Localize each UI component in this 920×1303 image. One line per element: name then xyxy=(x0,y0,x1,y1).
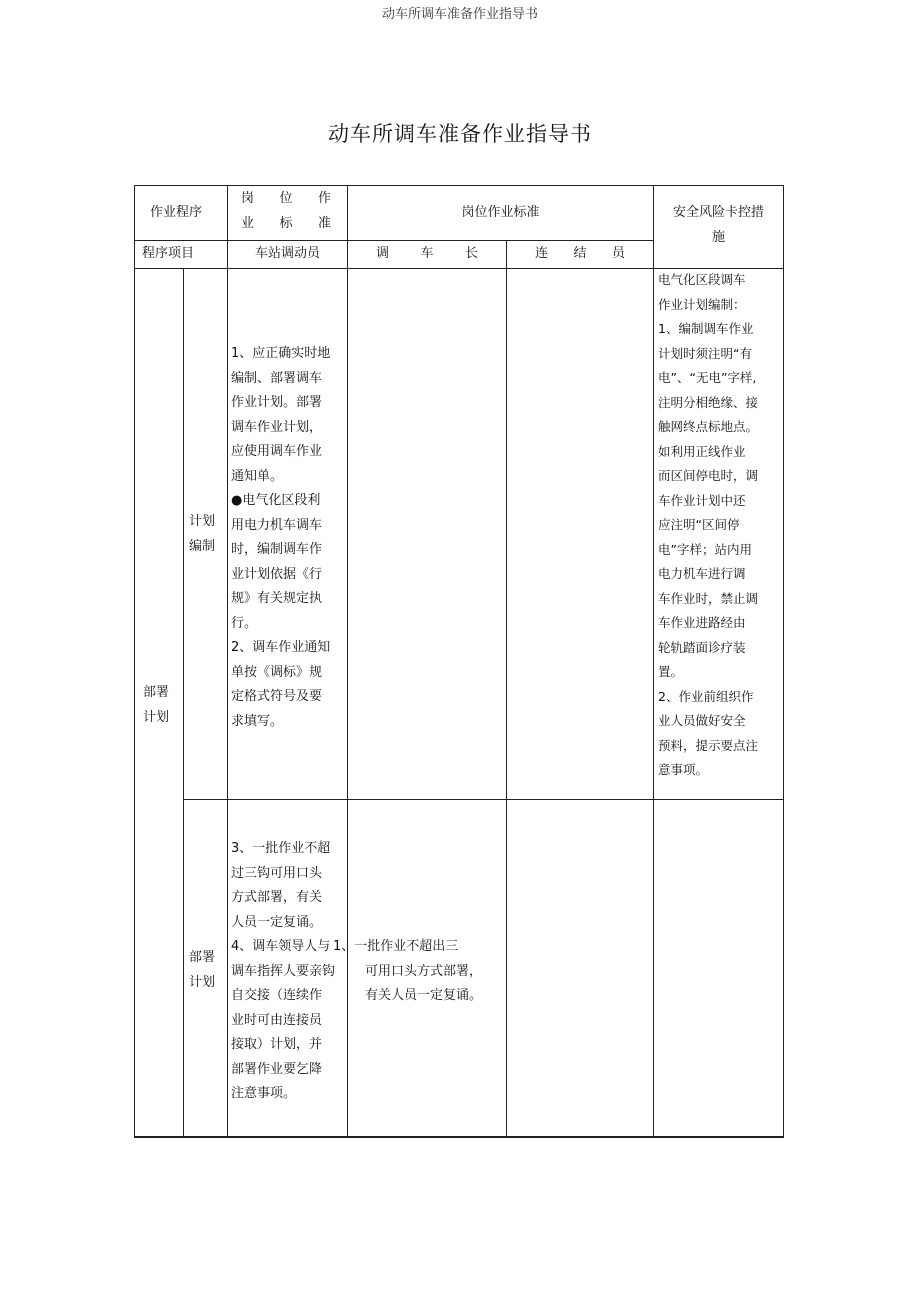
row2-station-text: 3、一批作业不超 过三钩可用口头 方式部署，有关 人员一定复诵。 4、调车领导人与 调车指挥人要亲钩 自交接（连续作 业时可由连接员 接取）计划，并 部署作业要乞降 注意事项。 xyxy=(231,841,336,1101)
header-station-dispatcher: 车站调动员 xyxy=(254,246,320,261)
header-safety-line1: 安全风险卡控措 xyxy=(672,205,764,220)
header-procedure: 作业程序 xyxy=(150,205,203,220)
document-title: 动车所调车准备作业指导书 xyxy=(328,122,592,146)
header-post-standard-line2: 业 标 准 xyxy=(241,216,331,231)
header-shunting-chief: 调 车 长 xyxy=(376,246,478,261)
group-label: 部署 计划 xyxy=(143,685,170,725)
header-post-standard-merged: 岗位作业标准 xyxy=(461,205,540,220)
header-post-standard-line1: 岗 位 作 xyxy=(241,191,331,206)
row1-item: 计划 编制 xyxy=(189,514,216,554)
running-head: 动车所调车准备作业指导书 xyxy=(381,7,538,22)
row2-item: 部署 计划 xyxy=(189,950,216,990)
header-program-item: 程序项目 xyxy=(142,246,195,261)
header-coupler: 连 结 员 xyxy=(535,246,625,261)
row1-safety-text: 电气化区段调车 作业计划编制： 1、编制调车作业 计划时须注明“有 电”、“无电”字样, 注明分相绝缘、接 触网终点标地点。 如利用正线作业 而区间停电时，调 车作业计划中还 应注明“区间停 电”字样；站内用 电力机车进行调 车作业时，禁止调 车作业进路经由 轮轨踏面诊疗装 置。 2、作业前组织作 业人员做好安全 预料，提示要点注 意事项。 xyxy=(658,272,759,777)
header-safety-line2: 施 xyxy=(711,230,725,245)
row2-chief-text: 1、一批作业不超出三 可用口头方式部署， 有关人员一定复诵。 xyxy=(333,939,483,1003)
row1-station-text: 1、应正确实时地 编制、部署调车 作业计划。部署 调车作业计划， 应使用调车作业 通知单。 ●电气化区段利 用电力机车调车 时，编制调车作 业计划依据《行 规》有关规定执 行。 2、调车作业通知 单按《调标》规 定格式符号及要 求填写。 xyxy=(231,346,331,729)
